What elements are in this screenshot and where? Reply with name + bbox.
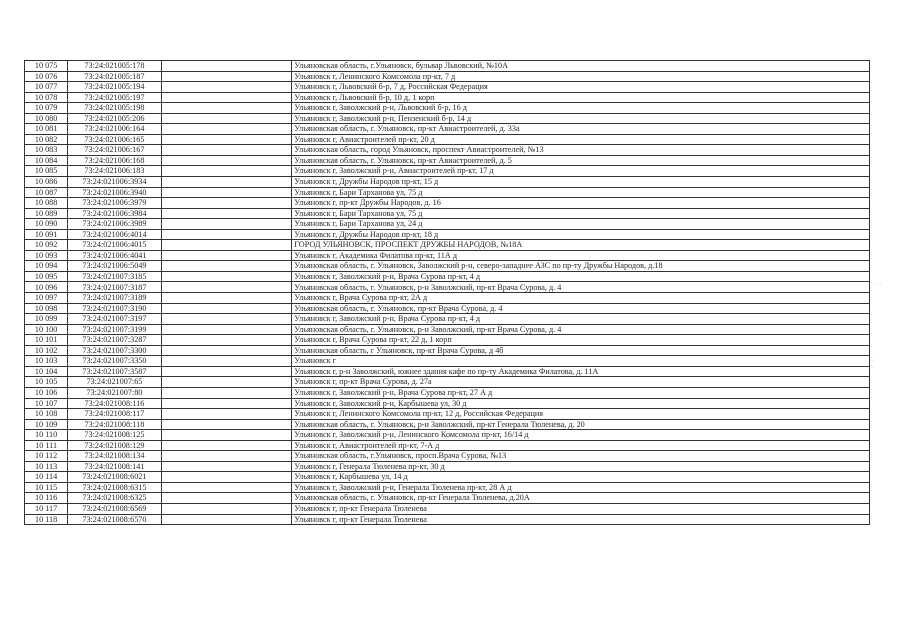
cadastral-number: 73:24:021008:117 [68,409,161,420]
table-row [25,208,870,219]
cadastral-number: 73:24:021006:4014 [68,229,161,240]
address-cell: Ульяновская область, г. Ульяновск, р-н Заволжский, пр-кт Врача Сурова, д. 4 [292,324,870,335]
address-cell: Ульяновск г, Заволжский р-н, Львовский б-р, 16 д [292,103,870,114]
empty-cell [161,293,292,304]
cadastral-number: 73:24:021007:3300 [68,345,161,356]
cadastral-number: 73:24:021007:3287 [68,335,161,346]
cadastral-number: 73:24:021006:3979 [68,198,161,209]
address-cell: Ульяновская область, г.Ульяновск, бульвар Львовский, №10А [292,61,870,72]
table-row [25,92,870,103]
empty-cell [161,314,292,325]
table-row [25,482,870,493]
table-row [25,71,870,82]
address-cell: Ульяновск г, Бари Тарханова ул, 75 д [292,187,870,198]
address-cell: Ульяновск г, Генерала Тюленева пр-кт, 30 д [292,461,870,472]
row-number: 10 087 [25,187,68,198]
empty-cell [161,145,292,156]
table-row [25,124,870,135]
empty-cell [161,419,292,430]
address-cell: Ульяновск г, Бари Тарханова ул, 24 д [292,219,870,230]
table-row [25,345,870,356]
table-row [25,103,870,114]
empty-cell [161,208,292,219]
row-number: 10 076 [25,71,68,82]
table-row [25,335,870,346]
address-cell: Ульяновск г, Дружбы Народов пр-кт, 18 д [292,229,870,240]
row-number: 10 075 [25,61,68,72]
table-row [25,303,870,314]
address-cell: Ульяновск г, Заволжский р-н, Врача Сурова пр-кт, 4 д [292,314,870,325]
empty-cell [161,166,292,177]
address-cell: Ульяновская область, г. Ульяновск, пр-кт Авиастроителей, д. 33а [292,124,870,135]
cadastral-number: 73:24:021006:165 [68,134,161,145]
scan-margin-mark: · · · [872,282,882,288]
row-number: 10 105 [25,377,68,388]
address-cell: Ульяновская область, г. Ульяновск, пр-кт Генерала Тюленева, д.20А [292,493,870,504]
row-number: 10 108 [25,409,68,420]
table-row [25,113,870,124]
row-number: 10 082 [25,134,68,145]
row-number: 10 104 [25,366,68,377]
empty-cell [161,366,292,377]
row-number: 10 086 [25,177,68,188]
address-cell: Ульяновская область, город Ульяновск, проспект Авиастроителей, №13 [292,145,870,156]
table-row [25,356,870,367]
cadastral-number: 73:24:021007:3199 [68,324,161,335]
address-cell: Ульяновск г, пр-кт Генерала Тюленева [292,503,870,514]
address-cell: Ульяновск г, Карбышева ул, 14 д [292,472,870,483]
table-row [25,271,870,282]
cadastral-number: 73:24:021008:6325 [68,493,161,504]
empty-cell [161,377,292,388]
table-row [25,240,870,251]
address-cell: Ульяновск г, пр-кт Врача Сурова, д. 27а [292,377,870,388]
row-number: 10 080 [25,113,68,124]
cadastral-number: 73:24:021007:3587 [68,366,161,377]
address-cell: Ульяновск г, Заволжский р-н, Врача Сурова пр-кт, 27 А д [292,387,870,398]
row-number: 10 099 [25,314,68,325]
table-row [25,314,870,325]
table-row [25,461,870,472]
empty-cell [161,229,292,240]
row-number: 10 078 [25,92,68,103]
empty-cell [161,345,292,356]
cadastral-number: 73:24:021006:4015 [68,240,161,251]
row-number: 10 107 [25,398,68,409]
row-number: 10 091 [25,229,68,240]
row-number: 10 081 [25,124,68,135]
cadastral-number: 73:24:021007:3197 [68,314,161,325]
address-cell: Ульяновск г, Дружбы Народов пр-кт, 15 д [292,177,870,188]
row-number: 10 113 [25,461,68,472]
table-row [25,409,870,420]
row-number: 10 088 [25,198,68,209]
table-row [25,451,870,462]
row-number: 10 112 [25,451,68,462]
address-cell: Ульяновск г, р-н Заволжский, южнее здания кафе по пр-ту Академика Филатова, д. 11А [292,366,870,377]
cadastral-number: 73:24:021008:125 [68,430,161,441]
table-row [25,440,870,451]
cadastral-number: 73:24:021007:3189 [68,293,161,304]
cadastral-number: 73:24:021008:129 [68,440,161,451]
row-number: 10 084 [25,155,68,166]
empty-cell [161,261,292,272]
row-number: 10 098 [25,303,68,314]
empty-cell [161,250,292,261]
address-cell: Ульяновск г, Академика Филатова пр-кт, 11А д [292,250,870,261]
address-cell: Ульяновская область, г. Ульяновск, Заволжский р-н, северо-западнее АЗС по пр-ту Дружбы Народов, д.18 [292,261,870,272]
row-number: 10 097 [25,293,68,304]
cadastral-number: 73:24:021006:164 [68,124,161,135]
address-cell: Ульяновск г, Заволжский р-н, Пензенский б-р, 14 д [292,113,870,124]
table-body [25,61,870,525]
address-cell: Ульяновск г, Ленинского Комсомола пр-кт, 7 д [292,71,870,82]
cadastral-number: 73:24:021006:3940 [68,187,161,198]
table-row [25,419,870,430]
cadastral-number: 73:24:021008:6569 [68,503,161,514]
row-number: 10 089 [25,208,68,219]
row-number: 10 116 [25,493,68,504]
empty-cell [161,409,292,420]
table-row [25,261,870,272]
address-cell: Ульяновск г, пр-кт Дружбы Народов, д. 16 [292,198,870,209]
address-cell: Ульяновская область, г.Ульяновск, просп.Врача Сурова, №13 [292,451,870,462]
cadastral-number: 73:24:021008:116 [68,398,161,409]
row-number: 10 094 [25,261,68,272]
empty-cell [161,356,292,367]
empty-cell [161,187,292,198]
cadastral-number: 73:24:021008:134 [68,451,161,462]
table-row [25,493,870,504]
row-number: 10 077 [25,82,68,93]
cadastral-number: 73:24:021006:3989 [68,219,161,230]
row-number: 10 110 [25,430,68,441]
address-cell: Ульяновская область, г Ульяновск, пр-кт Врача Сурова, д 4б [292,345,870,356]
cadastral-number: 73:24:021005:206 [68,113,161,124]
cadastral-number: 73:24:021006:168 [68,155,161,166]
row-number: 10 114 [25,472,68,483]
empty-cell [161,430,292,441]
row-number: 10 115 [25,482,68,493]
row-number: 10 079 [25,103,68,114]
address-cell: Ульяновск г, Ленинского Комсомола пр-кт, 12 д, Российская Федерация [292,409,870,420]
empty-cell [161,219,292,230]
table-row [25,430,870,441]
row-number: 10 109 [25,419,68,430]
empty-cell [161,92,292,103]
address-cell: Ульяновск г, Заволжский р-н, Карбышева ул, 30 д [292,398,870,409]
cadastral-number: 73:24:021008:118 [68,419,161,430]
empty-cell [161,514,292,525]
empty-cell [161,472,292,483]
address-cell: Ульяновск г, Заволжский р-н, Генерала Тюленева пр-кт, 28 А д [292,482,870,493]
empty-cell [161,134,292,145]
table-row [25,198,870,209]
empty-cell [161,282,292,293]
empty-cell [161,335,292,346]
cadastral-number: 73:24:021006:4041 [68,250,161,261]
address-cell: Ульяновская область, г. Ульяновск, пр-кт Врача Сурова, д. 4 [292,303,870,314]
table-row [25,177,870,188]
address-cell: ГОРОД УЛЬЯНОВСК, ПРОСПЕКТ ДРУЖБЫ НАРОДОВ, №18А [292,240,870,251]
row-number: 10 093 [25,250,68,261]
row-number: 10 095 [25,271,68,282]
cadastral-number: 73:24:021008:6021 [68,472,161,483]
table-row [25,187,870,198]
empty-cell [161,482,292,493]
table-row [25,134,870,145]
address-cell: Ульяновск г, Бари Тарханова ул, 75 д [292,208,870,219]
table-row [25,366,870,377]
table-row [25,155,870,166]
cadastral-number: 73:24:021007:65 [68,377,161,388]
empty-cell [161,71,292,82]
cadastral-number: 73:24:021008:141 [68,461,161,472]
table-row [25,145,870,156]
table-row [25,250,870,261]
address-cell: Ульяновск г, Заволжский р-н, Ленинского Комсомола пр-кт, 16/14 д [292,430,870,441]
empty-cell [161,387,292,398]
table-row [25,219,870,230]
table-row [25,472,870,483]
address-register-table [24,60,870,525]
table-row [25,282,870,293]
address-cell: Ульяновск г, Заволжский р-н, Врача Сурова пр-кт, 4 д [292,271,870,282]
empty-cell [161,155,292,166]
row-number: 10 103 [25,356,68,367]
table-row [25,229,870,240]
cadastral-number: 73:24:021005:194 [68,82,161,93]
address-cell: Ульяновская область, г. Ульяновск, пр-кт Авиастроителей, д. 5 [292,155,870,166]
row-number: 10 101 [25,335,68,346]
cadastral-number: 73:24:021007:80 [68,387,161,398]
address-cell: Ульяновск г, Заволжский р-н, Авиастроителей пр-кт, 17 д [292,166,870,177]
row-number: 10 096 [25,282,68,293]
empty-cell [161,451,292,462]
address-cell: Ульяновская область, г. Ульяновск, р-н Заволжский, пр-кт Врача Сурова, д. 4 [292,282,870,293]
empty-cell [161,324,292,335]
cadastral-number: 73:24:021005:197 [68,92,161,103]
table-row [25,293,870,304]
empty-cell [161,303,292,314]
address-register-sheet [24,60,870,525]
row-number: 10 085 [25,166,68,177]
row-number: 10 106 [25,387,68,398]
address-cell: Ульяновск г, Львовский б-р, 10 д, 1 корп [292,92,870,103]
cadastral-number: 73:24:021006:5049 [68,261,161,272]
row-number: 10 111 [25,440,68,451]
scan-margin-mark: · · · [872,352,874,370]
empty-cell [161,271,292,282]
empty-cell [161,240,292,251]
row-number: 10 092 [25,240,68,251]
empty-cell [161,398,292,409]
table-row [25,61,870,72]
cadastral-number: 73:24:021006:3984 [68,208,161,219]
cadastral-number: 73:24:021007:3350 [68,356,161,367]
table-row [25,377,870,388]
table-row [25,503,870,514]
address-cell: Ульяновск г, Авиастроителей пр-кт, 20 д [292,134,870,145]
row-number: 10 100 [25,324,68,335]
cadastral-number: 73:24:021007:3185 [68,271,161,282]
empty-cell [161,177,292,188]
cadastral-number: 73:24:021007:3190 [68,303,161,314]
row-number: 10 083 [25,145,68,156]
cadastral-number: 73:24:021007:3187 [68,282,161,293]
table-row [25,166,870,177]
empty-cell [161,113,292,124]
cadastral-number: 73:24:021006:167 [68,145,161,156]
cadastral-number: 73:24:021008:6315 [68,482,161,493]
row-number: 10 102 [25,345,68,356]
empty-cell [161,503,292,514]
empty-cell [161,461,292,472]
address-cell: Ульяновск г, Авиастроителей пр-кт, 7-А д [292,440,870,451]
table-row [25,514,870,525]
address-cell: Ульяновск г, Львовский б-р, 7 д, Российская Федерация [292,82,870,93]
empty-cell [161,124,292,135]
row-number: 10 118 [25,514,68,525]
cadastral-number: 73:24:021008:6570 [68,514,161,525]
address-cell: Ульяновск г, пр-кт Генерала Тюленева [292,514,870,525]
cadastral-number: 73:24:021005:198 [68,103,161,114]
cadastral-number: 73:24:021006:3934 [68,177,161,188]
address-cell: Ульяновск г, Врача Сурова пр-кт, 2А д [292,293,870,304]
cadastral-number: 73:24:021005:178 [68,61,161,72]
table-row [25,324,870,335]
row-number: 10 117 [25,503,68,514]
cadastral-number: 73:24:021006:183 [68,166,161,177]
address-cell: Ульяновск г, Врача Сурова пр-кт, 22 д, 1 корп [292,335,870,346]
empty-cell [161,82,292,93]
table-row [25,82,870,93]
row-number: 10 090 [25,219,68,230]
address-cell: Ульяновск г [292,356,870,367]
empty-cell [161,198,292,209]
empty-cell [161,61,292,72]
cadastral-number: 73:24:021005:187 [68,71,161,82]
table-row [25,387,870,398]
empty-cell [161,103,292,114]
empty-cell [161,493,292,504]
address-cell: Ульяновская область, г. Ульяновск, р-н Заволжский, пр-кт Генерала Тюленева, д. 20 [292,419,870,430]
empty-cell [161,440,292,451]
table-row [25,398,870,409]
